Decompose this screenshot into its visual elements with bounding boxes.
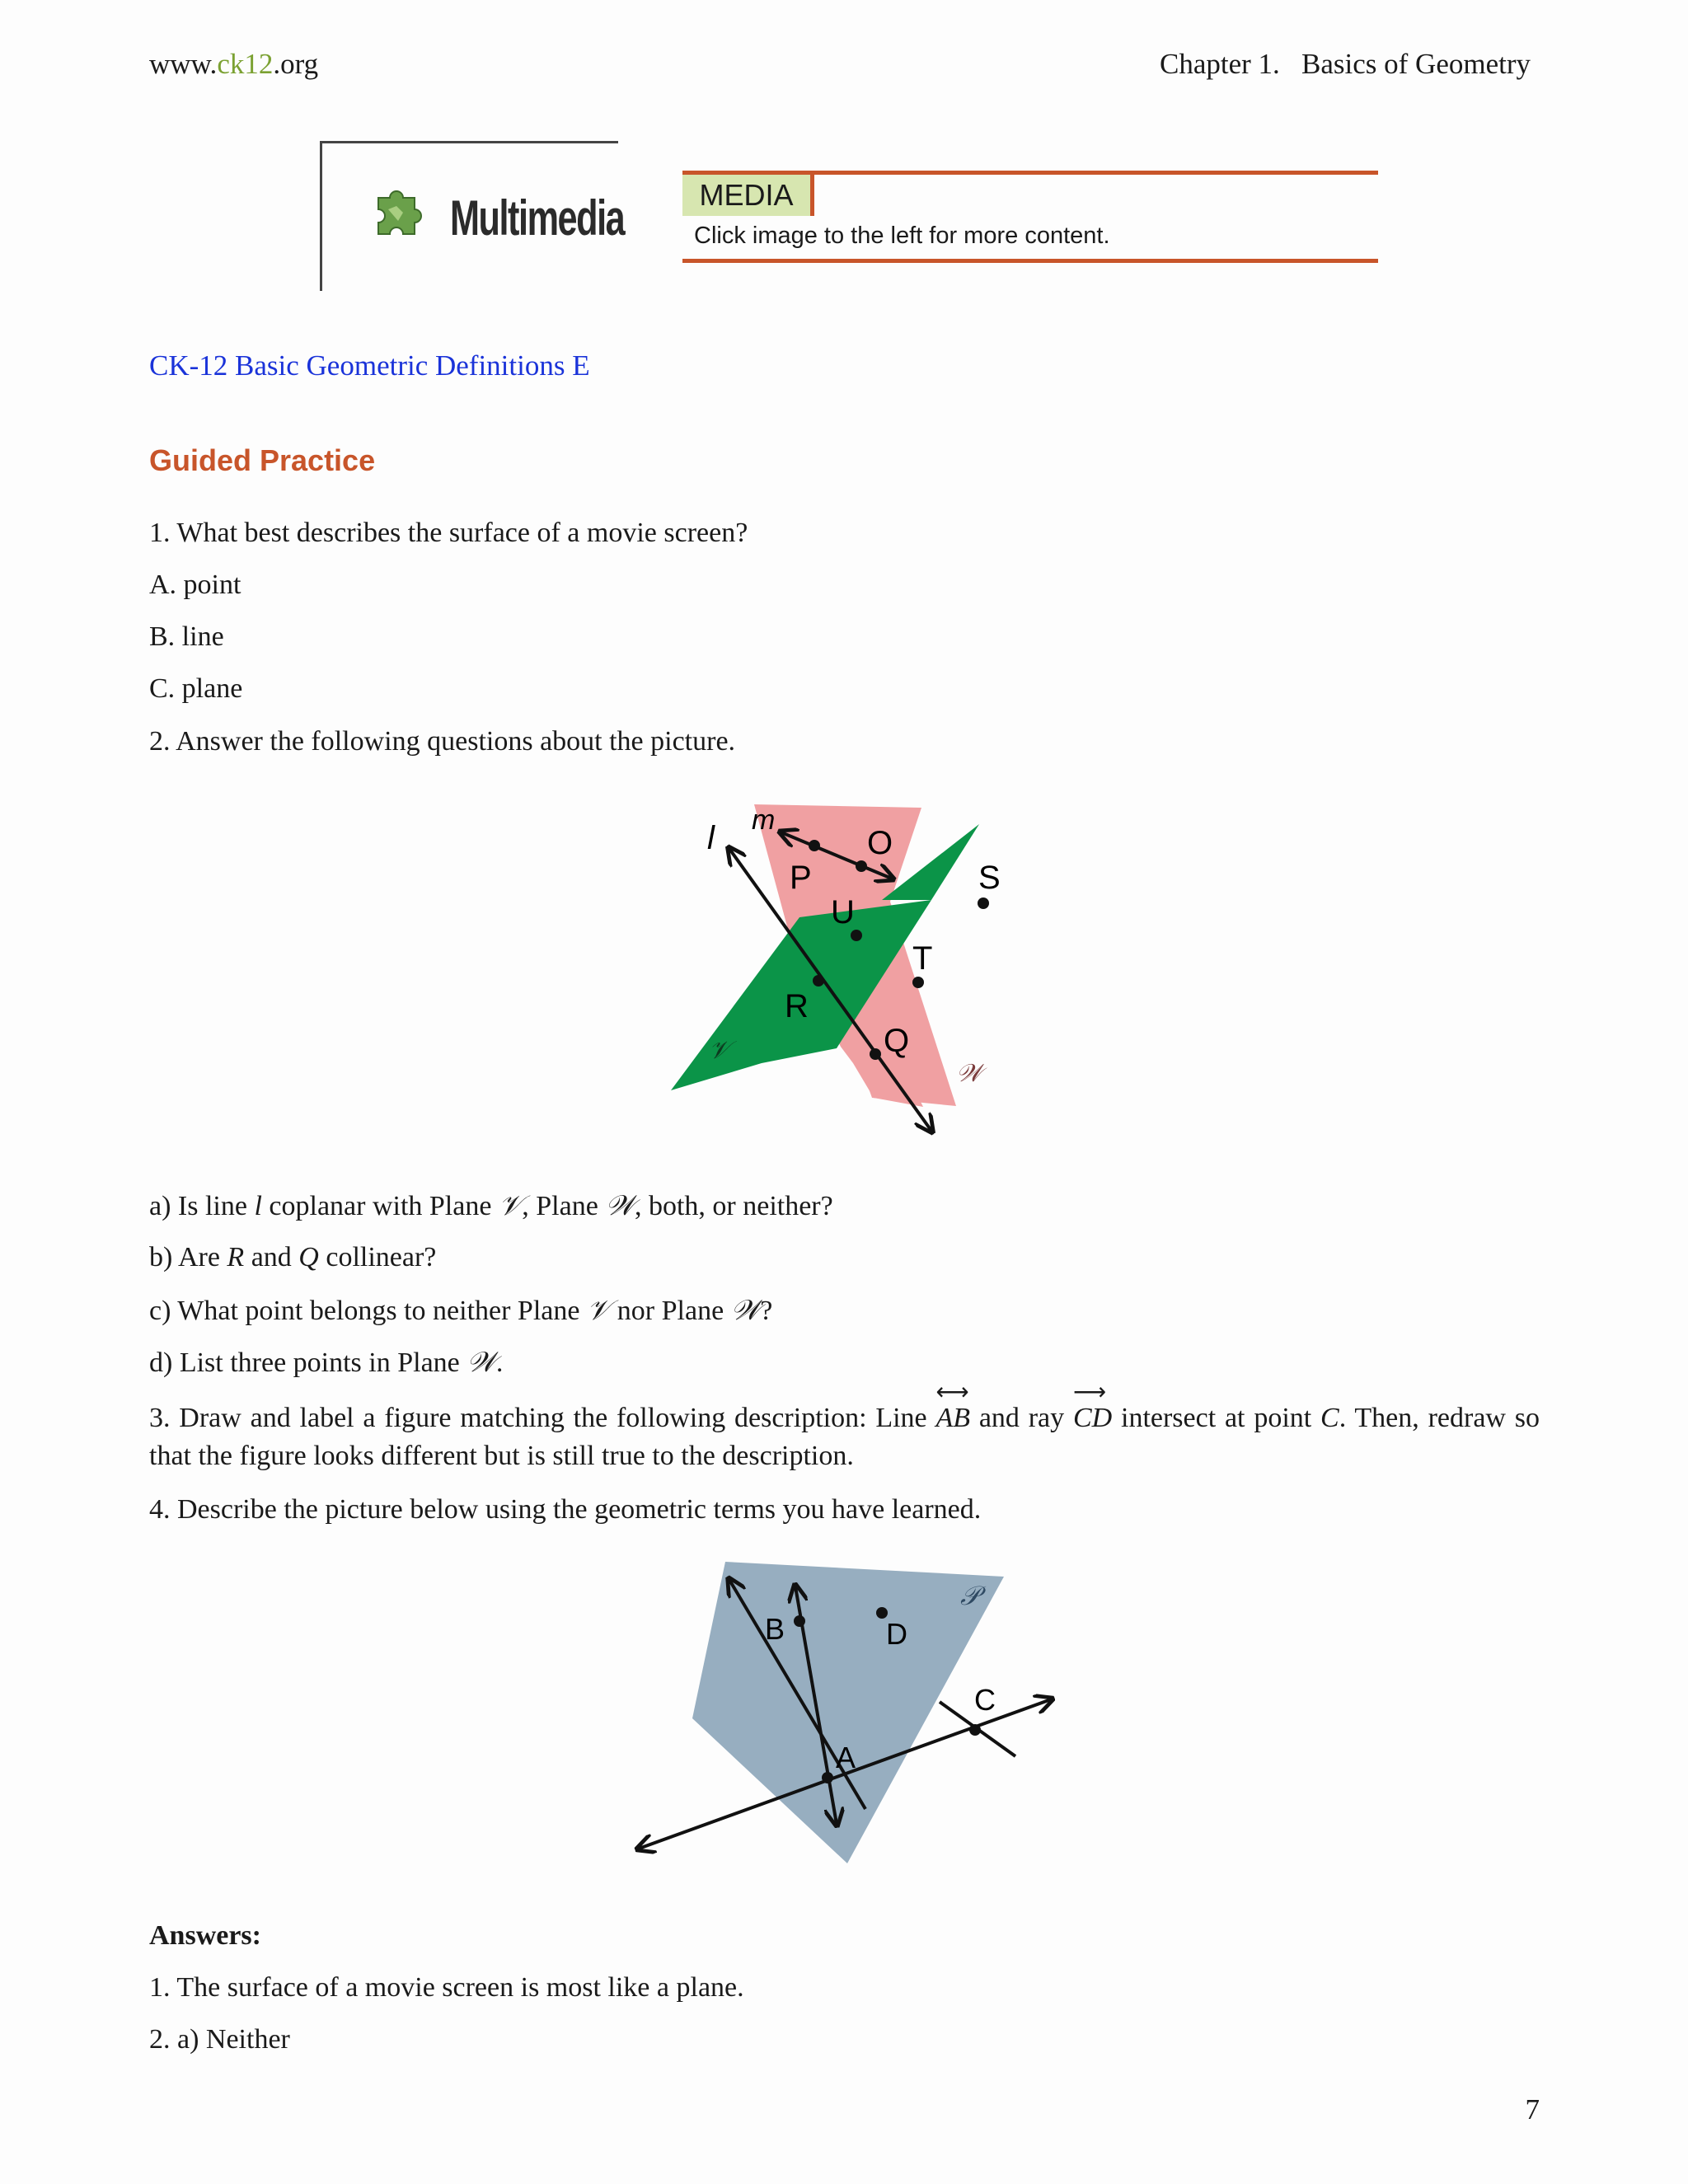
answer-2a: 2. a) Neither [149,2024,290,2055]
label-b: B [765,1612,785,1646]
question-2b: b) Are R and Q collinear? [149,1242,437,1272]
point-p [809,840,820,851]
option-b: B. line [149,621,224,652]
question-2d: d) List three points in Plane 𝒲. [149,1346,504,1379]
label-d: D [886,1617,907,1651]
option-a: A. point [149,569,241,600]
point-u [851,930,862,941]
media-tag: MEDIA [682,175,814,216]
point-a [822,1772,833,1783]
question-4: 4. Describe the picture below using the geometric terms you have learned. [149,1494,982,1525]
answer-1: 1. The surface of a movie screen is most like a plane. [149,1972,744,2003]
ray-cd-notation: ⟶ CD [1072,1380,1113,1433]
label-m: m [752,804,776,836]
point-s [978,898,989,909]
answers-title: Answers: [149,1920,261,1951]
label-l: l [707,820,715,856]
label-plane-p: 𝒫 [960,1581,980,1610]
label-o: O [867,825,893,861]
site-url[interactable]: www.ck12.org [149,48,319,80]
multimedia-label: Multimedia [450,190,625,246]
section-title: Guided Practice [149,443,376,477]
point-t [912,977,924,988]
question-2: 2. Answer the following questions about the picture. [149,726,736,757]
label-a: A [836,1741,856,1774]
label-plane-w: 𝒲 [956,1060,982,1087]
point-b [794,1615,805,1627]
point-q [870,1048,881,1060]
label-p: P [790,860,812,896]
question-1: 1. What best describes the surface of a movie screen? [149,518,748,548]
point-c [969,1724,981,1736]
plane-p-figure [626,1562,1055,1875]
label-c: C [974,1683,996,1717]
chapter-title: Chapter 1. Basics of Geometry [1159,48,1531,80]
page-number: 7 [1525,2093,1540,2125]
line-ab-notation: ⟷ AB [935,1380,971,1433]
option-c: C. plane [149,673,243,704]
label-u: U [831,894,855,930]
question-2a: a) Is line l coplanar with Plane 𝒱, Plane 𝒲, both, or neither? [149,1189,833,1222]
point-r [813,975,824,987]
label-t: T [912,940,933,977]
resource-link[interactable]: CK-12 Basic Geometric Definitions E [149,349,590,382]
question-2c: c) What point belongs to neither Plane 𝒱 nor Plane 𝒲? [149,1294,773,1327]
point-o [856,860,867,872]
question-3: 3. Draw and label a figure matching the following description: Line ⟷ AB and ray ⟶ CD intersect at point C. Then, redraw so that the figure looks different but is still true to the description. [149,1380,1540,1471]
label-s: S [978,860,1001,896]
media-rule-bottom [682,259,1378,263]
label-plane-v: 𝒱 [709,1037,729,1064]
media-note: Click image to the left for more content. [694,223,1110,249]
label-q: Q [884,1023,910,1059]
planes-figure [659,799,1039,1146]
multimedia-thumbnail[interactable] [320,141,625,291]
label-r: R [785,988,809,1024]
